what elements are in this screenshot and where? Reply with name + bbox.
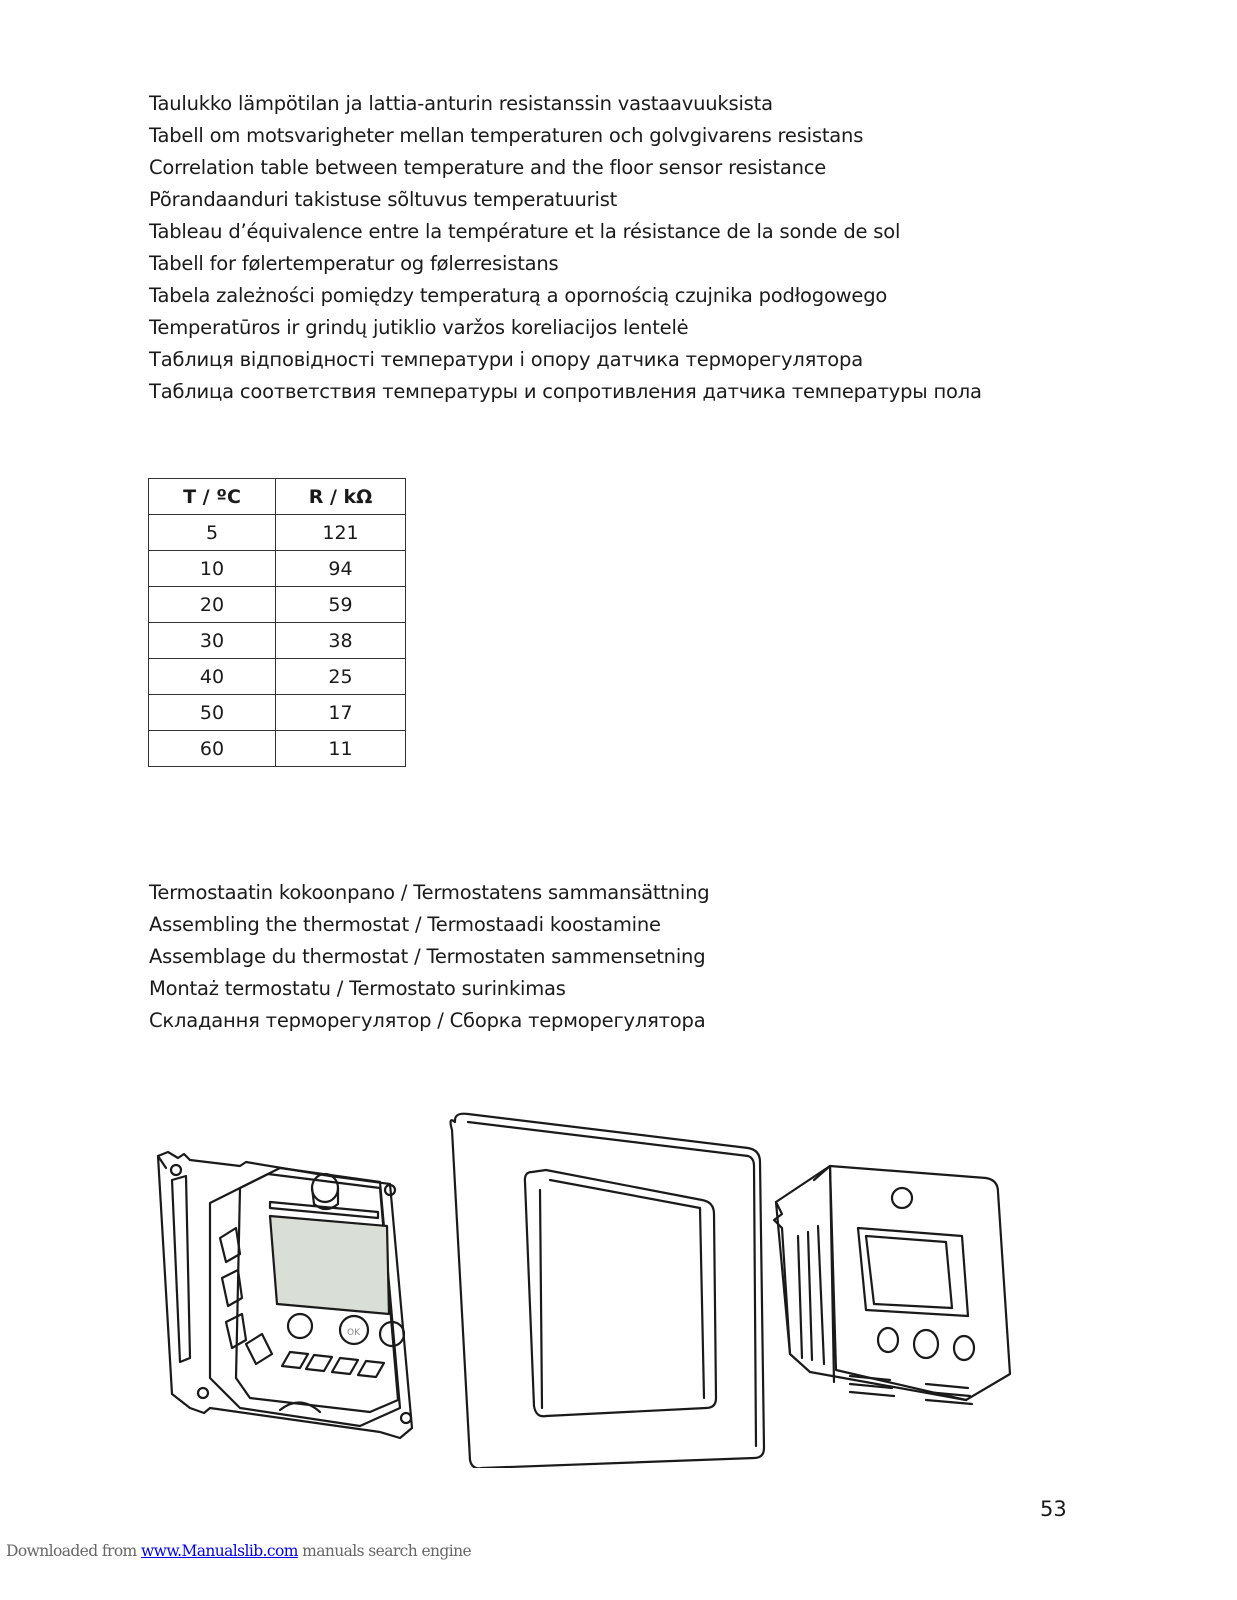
assembly-line-fr-no: Assemblage du thermostat / Termostaten sammensetning: [149, 945, 706, 968]
thermostat-mechanism-drawing: [158, 1152, 412, 1438]
thermostat-assembly-illustration: [150, 1108, 1020, 1468]
table-row: [149, 623, 406, 659]
table-row: [149, 659, 406, 695]
footer-suffix: manuals search engine: [297, 1542, 472, 1560]
title-line-fi: Taulukko lämpötilan ja lattia-anturin resistanssin vastaavuuksista: [149, 92, 773, 115]
ok-button-label: OK: [347, 1328, 360, 1338]
assembly-line-pl-lt: Montaż termostatu / Termostato surinkimas: [149, 977, 566, 1000]
table-row: [149, 515, 406, 551]
page-number: 53: [1040, 1497, 1067, 1521]
assembly-line-fi-sv: Termostaatin kokoonpano / Termostatens sammansättning: [149, 881, 710, 904]
assembly-line-en-et: Assembling the thermostat / Termostaadi koostamine: [149, 913, 661, 936]
footer-prefix: Downloaded from: [6, 1542, 141, 1560]
title-line-sv: Tabell om motsvarigheter mellan temperaturen och golvgivarens resistans: [149, 124, 864, 147]
title-line-uk: Таблиця відповідності температури і опору датчика терморегулятора: [149, 348, 863, 371]
title-line-et: Põrandaanduri takistuse sõltuvus temperatuurist: [149, 188, 618, 211]
title-line-fr: Tableau d’équivalence entre la température et la résistance de la sonde de sol: [149, 220, 901, 243]
temperature-cell: 5: [149, 515, 276, 551]
table-header-row: [149, 479, 406, 515]
download-footer: [6, 1542, 471, 1560]
table-row: [149, 695, 406, 731]
temperature-cell: 20: [149, 587, 276, 623]
correlation-table-titles: [149, 88, 1149, 408]
resistance-cell: 94: [276, 551, 406, 587]
assembly-titles: [149, 877, 1149, 1037]
column-header-temperature: T / ºC: [149, 479, 276, 515]
resistance-cell: 38: [276, 623, 406, 659]
title-line-lt: Temperatūros ir grindų jutiklio varžos koreliacijos lentelė: [149, 316, 689, 339]
temperature-cell: 40: [149, 659, 276, 695]
table-row: [149, 587, 406, 623]
resistance-cell: 121: [276, 515, 406, 551]
column-header-resistance: R / kΩ: [276, 479, 406, 515]
resistance-cell: 17: [276, 695, 406, 731]
title-line-ru: Таблица соответствия температуры и сопротивления датчика температуры пола: [149, 380, 982, 403]
manualslib-link[interactable]: www.Manualslib.com: [141, 1542, 298, 1560]
resistance-cell: 59: [276, 587, 406, 623]
temperature-cell: 60: [149, 731, 276, 767]
resistance-cell: 25: [276, 659, 406, 695]
title-line-pl: Tabela zależności pomiędzy temperaturą a opornością czujnika podłogowego: [149, 284, 888, 307]
table-row: [149, 551, 406, 587]
title-line-no: Tabell for følertemperatur og følerresistans: [149, 252, 559, 275]
temperature-cell: 30: [149, 623, 276, 659]
temperature-cell: 50: [149, 695, 276, 731]
assembly-line-uk-ru: Складання терморегулятор / Сборка терморегулятора: [149, 1009, 706, 1032]
table-row: [149, 731, 406, 767]
title-line-en: Correlation table between temperature and the floor sensor resistance: [149, 156, 827, 179]
resistance-cell: 11: [276, 731, 406, 767]
thermostat-cover-drawing: [774, 1166, 1010, 1404]
cover-frame-drawing: [451, 1114, 764, 1468]
temperature-cell: 10: [149, 551, 276, 587]
resistance-table: [148, 478, 406, 767]
